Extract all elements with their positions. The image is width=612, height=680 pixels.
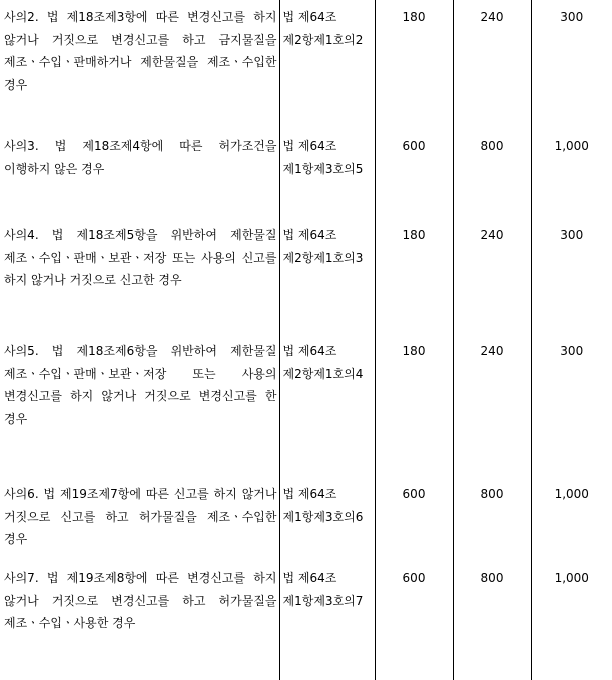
third-violation-fine: 1,000 (554, 487, 589, 501)
third-violation-fine: 1,000 (554, 571, 589, 585)
table-row (0, 218, 612, 334)
legal-basis-clause: 제1항제3호의6 (282, 509, 364, 524)
table-row (0, 129, 612, 218)
legal-basis-article: 법 제64조 (282, 571, 337, 585)
second-violation-fine-cell (453, 334, 531, 477)
table-row (0, 334, 612, 477)
first-violation-fine: 180 (402, 228, 426, 242)
violation-description: 사의5. 법 제18조제6항을 위반하여 제한물질 제조ㆍ수입ㆍ판매ㆍ보관ㆍ저장 또는 사용의 변경신고를 하지 않거나 거짓으로 변경신고를 한 경우 (4, 344, 277, 426)
third-violation-fine-cell (531, 561, 612, 680)
legal-basis-clause: 제2항제1호의2 (282, 32, 364, 47)
second-violation-fine: 800 (480, 487, 504, 501)
legal-basis-article: 법 제64조 (282, 487, 337, 501)
legal-basis-clause: 제2항제1호의4 (282, 366, 364, 381)
legal-basis-clause: 제1항제3호의7 (282, 593, 364, 608)
legal-basis-article: 법 제64조 (282, 228, 337, 242)
legal-basis-cell (279, 129, 375, 218)
first-violation-fine: 180 (402, 10, 426, 24)
legal-basis-cell (279, 218, 375, 334)
first-violation-fine-cell (375, 334, 453, 477)
violation-description-cell (0, 561, 279, 680)
third-violation-fine: 1,000 (554, 139, 589, 153)
second-violation-fine-cell (453, 561, 531, 680)
second-violation-fine: 240 (480, 228, 504, 242)
legal-basis-clause: 제1항제3호의5 (282, 161, 364, 176)
table-row (0, 477, 612, 561)
first-violation-fine: 600 (402, 139, 426, 153)
violation-description: 사의7. 법 제19조제8항에 따른 변경신고를 하지 않거나 거짓으로 변경신고를 하고 허가물질을 제조ㆍ수입ㆍ사용한 경우 (4, 571, 277, 631)
legal-basis-cell (279, 561, 375, 680)
second-violation-fine: 240 (480, 344, 504, 358)
second-violation-fine-cell (453, 129, 531, 218)
third-violation-fine-cell (531, 477, 612, 561)
first-violation-fine: 600 (402, 487, 426, 501)
table-row (0, 0, 612, 129)
violation-description: 사의6. 법 제19조제7항에 따른 신고를 하지 않거나 거짓으로 신고를 하고 허가물질을 제조ㆍ수입한 경우 (4, 487, 277, 547)
second-violation-fine-cell (453, 218, 531, 334)
legal-basis-article: 법 제64조 (282, 344, 337, 358)
legal-basis-cell (279, 477, 375, 561)
third-violation-fine-cell (531, 334, 612, 477)
violation-description-cell (0, 477, 279, 561)
first-violation-fine-cell (375, 0, 453, 129)
first-violation-fine: 180 (402, 344, 426, 358)
third-violation-fine-cell (531, 129, 612, 218)
first-violation-fine-cell (375, 129, 453, 218)
violation-description: 사의4. 법 제18조제5항을 위반하여 제한물질 제조ㆍ수입ㆍ판매ㆍ보관ㆍ저장 또는 사용의 신고를 하지 않거나 거짓으로 신고한 경우 (4, 228, 277, 288)
second-violation-fine: 800 (480, 571, 504, 585)
first-violation-fine-cell (375, 561, 453, 680)
legal-basis-cell (279, 0, 375, 129)
second-violation-fine: 240 (480, 10, 504, 24)
third-violation-fine: 300 (560, 344, 584, 358)
first-violation-fine-cell (375, 218, 453, 334)
legal-basis-article: 법 제64조 (282, 10, 337, 24)
violation-description: 사의2. 법 제18조제3항에 따른 변경신고를 하지 않거나 거짓으로 변경신고를 하고 금지물질을 제조ㆍ수입ㆍ판매하거나 제한물질을 제조ㆍ수입한 경우 (4, 10, 277, 92)
violation-description-cell (0, 334, 279, 477)
second-violation-fine-cell (453, 0, 531, 129)
first-violation-fine: 600 (402, 571, 426, 585)
second-violation-fine-cell (453, 477, 531, 561)
violation-description-cell (0, 218, 279, 334)
violation-description: 사의3. 법 제18조제4항에 따른 허가조건을 이행하지 않은 경우 (4, 139, 277, 176)
violation-description-cell (0, 129, 279, 218)
second-violation-fine: 800 (480, 139, 504, 153)
table-row (0, 561, 612, 680)
third-violation-fine: 300 (560, 10, 584, 24)
legal-basis-cell (279, 334, 375, 477)
violation-description-cell (0, 0, 279, 129)
legal-basis-article: 법 제64조 (282, 139, 337, 153)
third-violation-fine-cell (531, 218, 612, 334)
legal-basis-clause: 제2항제1호의3 (282, 250, 364, 265)
first-violation-fine-cell (375, 477, 453, 561)
third-violation-fine-cell (531, 0, 612, 129)
third-violation-fine: 300 (560, 228, 584, 242)
